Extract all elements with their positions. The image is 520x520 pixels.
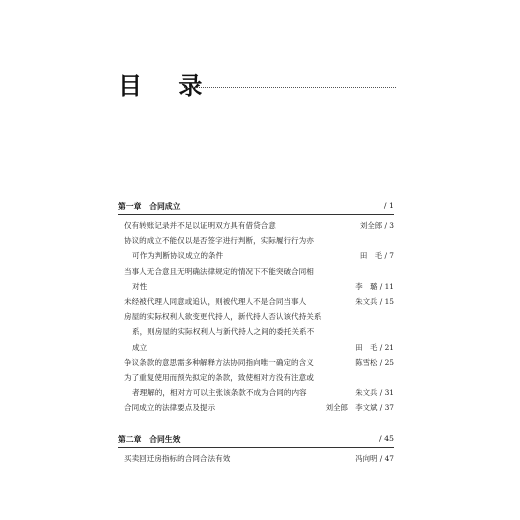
toc-entry[interactable]: [118, 233, 394, 263]
toc-entry[interactable]: [118, 309, 394, 355]
entry-author-page: 陈雪松 / 25: [355, 357, 394, 367]
entry-line: 当事人无合意且无明确法律规定的情况下不能突破合同相: [124, 266, 314, 276]
entry-line: 未经被代理人同意或追认，则被代理人不是合同当事人: [124, 297, 307, 307]
entry-author-page: 刘全郎 / 3: [359, 221, 394, 230]
entry-line: 协议的成立不能仅以是否签字进行判断，实际履行行为亦: [124, 236, 314, 246]
page-title: 目 录: [118, 71, 217, 100]
toc-header: [118, 66, 398, 106]
chapter-heading[interactable]: [118, 197, 394, 214]
entry-line: 仅有转账记录并不足以证明双方具有借贷合意: [124, 221, 276, 230]
section-gap: [118, 416, 394, 430]
toc-entry[interactable]: [118, 294, 394, 309]
chapter-page: / 45: [378, 433, 394, 443]
toc-entry[interactable]: [118, 451, 394, 466]
entry-line: 为了重复使用而预先拟定的条款，致使相对方没有注意或: [124, 373, 314, 383]
entry-author-page: 朱文兵 / 31: [355, 388, 394, 398]
entry-author-page: 田 毛 / 21: [355, 342, 394, 352]
toc-entry[interactable]: [118, 264, 394, 294]
chapter-rule: [118, 447, 394, 448]
entry-author-page: 李 璐 / 11: [355, 281, 394, 291]
toc-entry[interactable]: [118, 400, 394, 415]
chapter-label: 第一章 合同成立: [118, 202, 181, 211]
entry-line: 者理解的，相对方可以主张该条款不成为合同的内容: [132, 388, 307, 398]
entry-line: 合同成立的法律要点及提示: [124, 403, 216, 413]
chapter-page: / 1: [383, 201, 394, 210]
entry-line: 房屋的实际权利人欲变更代持人，新代持人否认该代持关系: [124, 312, 322, 322]
entry-author-page: 刘全郎 李文斌 / 37: [325, 403, 394, 413]
entry-line: 系，则房屋的实际权利人与新代持人之间的委托关系不: [132, 327, 315, 337]
entry-line: 成立: [132, 342, 148, 352]
entry-line: 争议条款的意思需多种解释方法协同指向唯一确定的含义: [124, 357, 314, 367]
toc-entry[interactable]: [118, 355, 394, 370]
table-of-contents: [118, 197, 394, 466]
toc-entry[interactable]: [118, 370, 394, 400]
chapter-rule: [118, 214, 394, 215]
title-dotted-rule: [184, 87, 396, 88]
chapter-label: 第二章 合同生效: [118, 434, 181, 444]
entry-author-page: 朱文兵 / 15: [355, 297, 394, 307]
chapter-heading[interactable]: [118, 430, 394, 447]
entry-line: 买卖回迁房指标的合同合法有效: [124, 453, 231, 463]
entry-line: 可作为判断协议成立的条件: [132, 251, 224, 261]
toc-entry[interactable]: [118, 218, 394, 233]
entry-line: 对性: [132, 281, 148, 291]
entry-author-page: 冯向明 / 47: [355, 453, 394, 463]
entry-author-page: 田 毛 / 7: [359, 251, 394, 261]
